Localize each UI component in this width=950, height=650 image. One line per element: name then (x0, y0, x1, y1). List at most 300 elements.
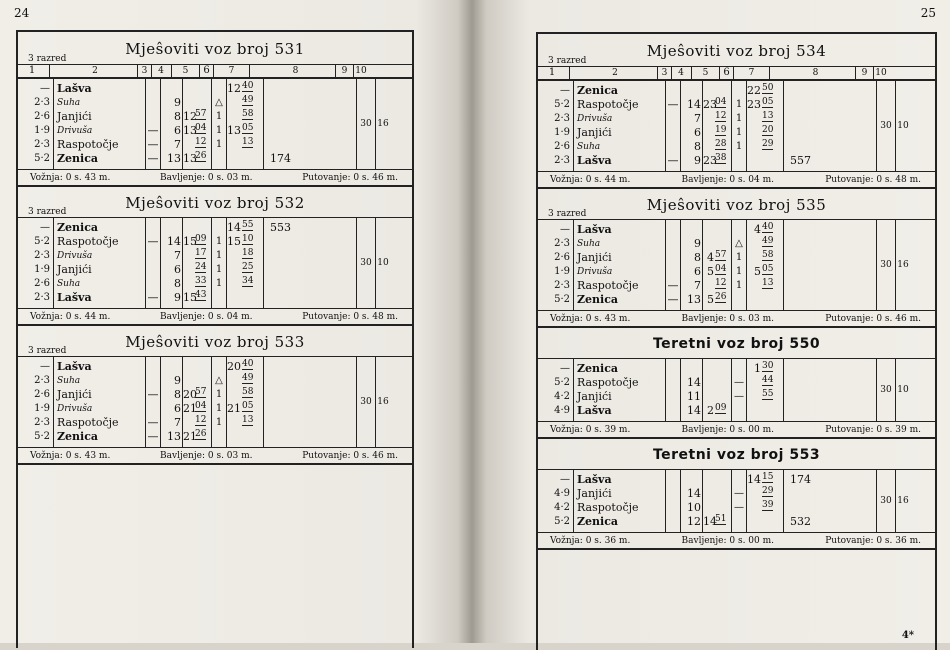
putovanje-label: Putovanje: (825, 314, 877, 324)
run-minutes: 12 (687, 515, 701, 528)
col10 (896, 470, 910, 532)
departure-time (747, 293, 783, 307)
arrival-time (703, 251, 731, 265)
run-minutes: 14 (167, 235, 181, 248)
station-name: Janjići (577, 487, 612, 500)
putovanje (825, 425, 921, 435)
connection-train (270, 430, 356, 444)
time-minute: 26 (195, 151, 207, 161)
col3-cell (146, 277, 160, 291)
km-cell: 5·2 (554, 99, 570, 110)
run-minutes: 8 (694, 251, 701, 264)
km-cell: 2·6 (34, 389, 50, 400)
train-title: Mjeŝoviti voz broj 533 (125, 333, 305, 351)
stop-minutes: 1 (735, 280, 743, 291)
station-name: Lašva (577, 154, 612, 167)
arrival-column (183, 79, 212, 169)
arrival-time (703, 154, 731, 168)
arrival-time (183, 110, 211, 124)
departure-time (227, 124, 263, 138)
time-minute: 51 (715, 514, 727, 524)
col10 (896, 220, 910, 310)
col3-cell (146, 96, 160, 110)
time-minute: 18 (242, 248, 254, 258)
bavljenje (682, 425, 775, 435)
departure-time (227, 152, 263, 166)
station-name: Raspotočje (57, 416, 119, 429)
voznja (30, 173, 110, 183)
time-minute: 40 (242, 81, 254, 91)
connection-train (270, 110, 356, 124)
departure-time (747, 265, 783, 279)
station-name: Raspotočje (577, 501, 639, 514)
arrival-time (703, 223, 731, 237)
bavljenje-value: 0 s. 04 m. (729, 175, 775, 185)
connection-train (790, 223, 876, 237)
run-minutes: 14 (687, 404, 701, 417)
voznja (30, 451, 110, 461)
train-footer (18, 169, 412, 185)
station-name: Lašva (57, 291, 92, 304)
col3-cell (146, 402, 160, 416)
col3-cell (666, 84, 680, 98)
time-minute: 58 (762, 250, 774, 260)
col3 (666, 470, 681, 532)
arrival-time (703, 112, 731, 126)
departure-time (747, 126, 783, 140)
time-hour: 15 (227, 235, 241, 248)
station-name: Drivuša (577, 114, 613, 124)
departure-time (747, 98, 783, 112)
col9 (357, 79, 376, 169)
run-minutes: 9 (694, 237, 701, 250)
connection-train: 557 (790, 154, 811, 167)
voznja-value: 0 s. 43 m. (585, 314, 631, 324)
time-minute: 33 (195, 276, 207, 286)
station-name: Lašva (57, 360, 92, 373)
stop-minutes: △ (215, 375, 223, 386)
putovanje-value: 0 s. 46 m. (353, 173, 398, 183)
run-minutes (681, 362, 701, 376)
time-minute: 13 (242, 137, 254, 147)
station-name: Suha (57, 376, 81, 386)
departure-time (227, 374, 263, 388)
connection-train (270, 138, 356, 152)
arrival-column (703, 359, 732, 421)
stop-minutes: 1 (215, 111, 223, 122)
time-minute: 04 (715, 97, 727, 107)
arrival-time (703, 362, 731, 376)
time-hour: 12 (183, 110, 197, 123)
voznja-value: 0 s. 36 m. (585, 536, 631, 546)
run-minutes: 10 (687, 501, 701, 514)
station-name: Suha (577, 142, 601, 152)
time-hour: 13 (227, 124, 241, 137)
departure-time (227, 277, 263, 291)
col3-cell (146, 263, 160, 277)
departure-column (747, 220, 784, 310)
arrival-time (183, 96, 211, 110)
time-minute: 26 (195, 429, 207, 439)
col10-value: 10 (897, 385, 909, 395)
col3-cell (666, 487, 680, 501)
arrival-time (183, 82, 211, 96)
bavljenje (682, 314, 775, 324)
stop-minutes: 1 (215, 389, 223, 400)
station-name: Drivuša (57, 251, 93, 261)
arrival-time (703, 140, 731, 154)
departure-time (747, 515, 783, 529)
km-cell: 4·2 (554, 391, 570, 402)
col3-cell: — (147, 235, 159, 248)
col3-cell: — (667, 154, 679, 167)
stop-minutes (732, 223, 746, 237)
run-minutes (681, 473, 701, 487)
station-name: Zenica (577, 515, 619, 528)
arrival-time (183, 388, 211, 402)
col3 (146, 79, 161, 169)
column-header-row (18, 64, 412, 78)
col10 (376, 79, 390, 169)
column-header: 2 (50, 65, 138, 77)
col3-cell (666, 251, 680, 265)
km-cell: 5·2 (554, 516, 570, 527)
km-cell: 4·9 (554, 405, 570, 416)
km-cell: 2·3 (554, 280, 570, 291)
bavljenje-label: Bavljenje: (681, 536, 730, 546)
train-title: Mjeŝoviti voz broj 534 (646, 42, 827, 60)
arrival-time (703, 237, 731, 251)
putovanje (825, 175, 921, 185)
km-cell: 2·3 (554, 238, 570, 249)
train-footer (18, 447, 412, 463)
time-minute: 49 (762, 236, 774, 246)
timetable-grid (538, 358, 935, 421)
arrival-time (703, 487, 731, 501)
bavljenje-value: 0 s. 00 m. (729, 536, 775, 546)
arrival-time (703, 279, 731, 293)
departure-time (747, 473, 783, 487)
putovanje-value: 0 s. 48 m. (353, 312, 398, 322)
arrival-time (183, 374, 211, 388)
time-minute: 58 (242, 387, 254, 397)
km-cell: — (560, 363, 570, 374)
arrival-time (183, 152, 211, 166)
connection-train (790, 390, 876, 404)
time-hour: 21 (183, 402, 197, 415)
connection-train (270, 291, 356, 305)
time-minute: 39 (762, 500, 774, 510)
stop-minutes: 1 (735, 99, 743, 110)
time-minute: 30 (762, 361, 774, 371)
run-minutes: 9 (174, 374, 181, 387)
connection-train (790, 126, 876, 140)
col3 (666, 220, 681, 310)
col3-cell: — (667, 293, 679, 306)
col9 (877, 220, 896, 310)
time-minute: 09 (715, 403, 727, 413)
time-minute: 49 (242, 373, 254, 383)
col9-value: 30 (360, 119, 372, 129)
stop-minutes (212, 291, 226, 305)
run-minutes: 14 (687, 487, 701, 500)
time-hour: 13 (183, 152, 197, 165)
time-minute: 04 (715, 264, 727, 274)
stop-minutes (732, 154, 746, 168)
departure-column (227, 218, 264, 308)
km-cell: 2·6 (554, 252, 570, 263)
departure-column (747, 470, 784, 532)
connection-train (270, 277, 356, 291)
time-hour: 13 (183, 124, 197, 137)
station-name: Drivuša (57, 404, 93, 414)
voznja-label: Vožnja: (30, 173, 66, 183)
run-minutes: 8 (694, 140, 701, 153)
class-label: 3 razred (28, 346, 67, 356)
stop-minutes (732, 293, 746, 307)
train-title: Mjeŝoviti voz broj 531 (125, 40, 305, 58)
stop-minutes (212, 82, 226, 96)
time-hour: 20 (227, 360, 241, 373)
stop-minutes: — (734, 391, 744, 402)
time-hour: 2 (707, 404, 714, 417)
col9-value: 30 (880, 260, 892, 270)
train-section (538, 439, 935, 550)
run-minutes: 6 (694, 126, 701, 139)
arrival-column (703, 470, 732, 532)
time-minute: 57 (195, 387, 207, 397)
km-cell: 1·9 (34, 403, 50, 414)
station-name: Raspotočje (57, 235, 119, 248)
station-name: Lašva (57, 82, 92, 95)
time-minute: 19 (715, 125, 727, 135)
arrival-column (183, 357, 212, 447)
departure-time (227, 360, 263, 374)
class-label: 3 razred (28, 207, 67, 217)
connection-column (784, 470, 877, 532)
station-name: Suha (577, 239, 601, 249)
stop-minutes (212, 152, 226, 166)
station-name: Raspotočje (577, 279, 639, 292)
departure-column (747, 81, 784, 171)
time-minute: 05 (242, 123, 254, 133)
time-hour: 5 (707, 293, 714, 306)
bavljenje-value: 0 s. 04 m. (207, 312, 253, 322)
time-minute: 25 (242, 262, 254, 272)
time-minute: 12 (195, 415, 207, 425)
arrival-time (703, 515, 731, 529)
col9-value: 30 (360, 258, 372, 268)
connection-column (784, 359, 877, 421)
time-minute: 15 (762, 472, 774, 482)
connection-column (264, 218, 357, 308)
time-minute: 29 (762, 139, 774, 149)
arrival-time (703, 390, 731, 404)
run-minutes: 14 (687, 376, 701, 389)
connection-train (790, 237, 876, 251)
km-cell: 2·3 (554, 155, 570, 166)
stop-minutes (732, 515, 746, 529)
col3-cell (666, 237, 680, 251)
connection-train (790, 362, 876, 376)
voznja-value: 0 s. 39 m. (585, 425, 631, 435)
timetable-grid (538, 469, 935, 532)
col3-cell (666, 376, 680, 390)
station-name: Raspotočje (577, 98, 639, 111)
connection-train (270, 374, 356, 388)
time-hour: 5 (754, 265, 761, 278)
time-minute: 55 (242, 220, 254, 230)
station-name: Janjići (577, 390, 612, 403)
run-minutes: 8 (174, 388, 181, 401)
bavljenje (682, 536, 775, 546)
bavljenje-label: Bavljenje: (681, 314, 730, 324)
time-minute: 57 (195, 109, 207, 119)
arrival-time (703, 98, 731, 112)
time-minute: 10 (242, 234, 254, 244)
col3-cell (666, 362, 680, 376)
voznja-label: Vožnja: (30, 451, 66, 461)
putovanje-label: Putovanje: (825, 425, 877, 435)
connection-column (784, 220, 877, 310)
km-cell: 1·9 (34, 264, 50, 275)
col3-cell (666, 140, 680, 154)
connection-train (270, 96, 356, 110)
departure-time (227, 291, 263, 305)
km-column (538, 81, 574, 171)
arrival-time (183, 291, 211, 305)
arrival-time (183, 235, 211, 249)
connection-train: 553 (270, 221, 291, 234)
col3-cell (666, 515, 680, 529)
time-hour: 14 (747, 473, 761, 486)
column-header: 1 (538, 67, 570, 79)
column-header: 3 (138, 65, 152, 77)
time-minute: 38 (715, 153, 727, 163)
connection-train (270, 82, 356, 96)
km-cell: 2·6 (34, 111, 50, 122)
putovanje-label: Putovanje: (302, 312, 354, 322)
station-column (54, 79, 146, 169)
column-header: 6 (720, 67, 734, 79)
voznja (550, 175, 630, 185)
arrival-time (183, 124, 211, 138)
station-column (574, 220, 666, 310)
departure-column (227, 357, 264, 447)
time-hour: 12 (227, 82, 241, 95)
run-minutes: 9 (694, 154, 701, 167)
col3-cell: — (147, 152, 159, 165)
run-minutes: 13 (167, 430, 181, 443)
train-section (538, 189, 935, 328)
time-minute: 29 (762, 486, 774, 496)
departure-time (227, 416, 263, 430)
stop-minutes: 1 (215, 139, 223, 150)
stop-column (212, 357, 227, 447)
km-cell: 2·3 (34, 97, 50, 108)
station-name: Janjići (57, 110, 92, 123)
station-name: Janjići (57, 263, 92, 276)
km-cell: 1·9 (554, 127, 570, 138)
stop-minutes: 1 (215, 264, 223, 275)
departure-time (227, 138, 263, 152)
time-hour: 5 (707, 265, 714, 278)
bavljenje (682, 175, 775, 185)
departure-time (227, 221, 263, 235)
time-minute: 05 (762, 264, 774, 274)
column-header-row (538, 66, 935, 80)
col3-cell: — (147, 416, 159, 429)
run-minutes-column (161, 357, 183, 447)
stop-minutes: — (734, 377, 744, 388)
departure-time (227, 82, 263, 96)
train-footer (538, 310, 935, 326)
station-name: Raspotočje (577, 376, 639, 389)
run-minutes-column (681, 470, 703, 532)
station-name: Zenica (57, 152, 99, 165)
time-minute: 17 (195, 248, 207, 258)
run-minutes: 7 (174, 138, 181, 151)
connection-train: 174 (790, 473, 811, 486)
run-minutes-column (681, 359, 703, 421)
voznja-label: Vožnja: (550, 425, 586, 435)
col3-cell: — (667, 279, 679, 292)
time-minute: 13 (762, 278, 774, 288)
arrival-time (183, 430, 211, 444)
putovanje-label: Putovanje: (302, 451, 354, 461)
putovanje (825, 314, 921, 324)
station-name: Janjići (577, 126, 612, 139)
connection-train (790, 140, 876, 154)
departure-time (747, 279, 783, 293)
run-minutes: 8 (174, 277, 181, 290)
km-cell: 4·9 (554, 488, 570, 499)
departure-time (747, 140, 783, 154)
time-hour: 21 (227, 402, 241, 415)
time-hour: 21 (183, 430, 197, 443)
departure-time (227, 249, 263, 263)
train-section (18, 187, 412, 326)
arrival-column (703, 220, 732, 310)
time-hour: 23 (703, 98, 717, 111)
col9 (877, 359, 896, 421)
column-header: 7 (214, 65, 250, 77)
stop-column (212, 218, 227, 308)
col3-cell (666, 473, 680, 487)
voznja-value: 0 s. 44 m. (585, 175, 631, 185)
col9-value: 30 (880, 496, 892, 506)
departure-time (747, 237, 783, 251)
time-hour: 23 (703, 154, 717, 167)
bavljenje (160, 312, 253, 322)
bavljenje-value: 0 s. 03 m. (207, 173, 253, 183)
time-minute: 40 (762, 222, 774, 232)
time-hour: 15 (183, 291, 197, 304)
time-minute: 50 (762, 83, 774, 93)
voznja-value: 0 s. 44 m. (65, 312, 111, 322)
time-minute: 20 (762, 125, 774, 135)
voznja-label: Vožnja: (550, 314, 586, 324)
departure-time (747, 376, 783, 390)
connection-train (790, 293, 876, 307)
connection-train (270, 263, 356, 277)
run-minutes: 14 (687, 98, 701, 111)
station-column (54, 357, 146, 447)
putovanje-label: Putovanje: (825, 175, 877, 185)
stop-minutes: 1 (735, 127, 743, 138)
connection-column (784, 81, 877, 171)
col3 (146, 218, 161, 308)
